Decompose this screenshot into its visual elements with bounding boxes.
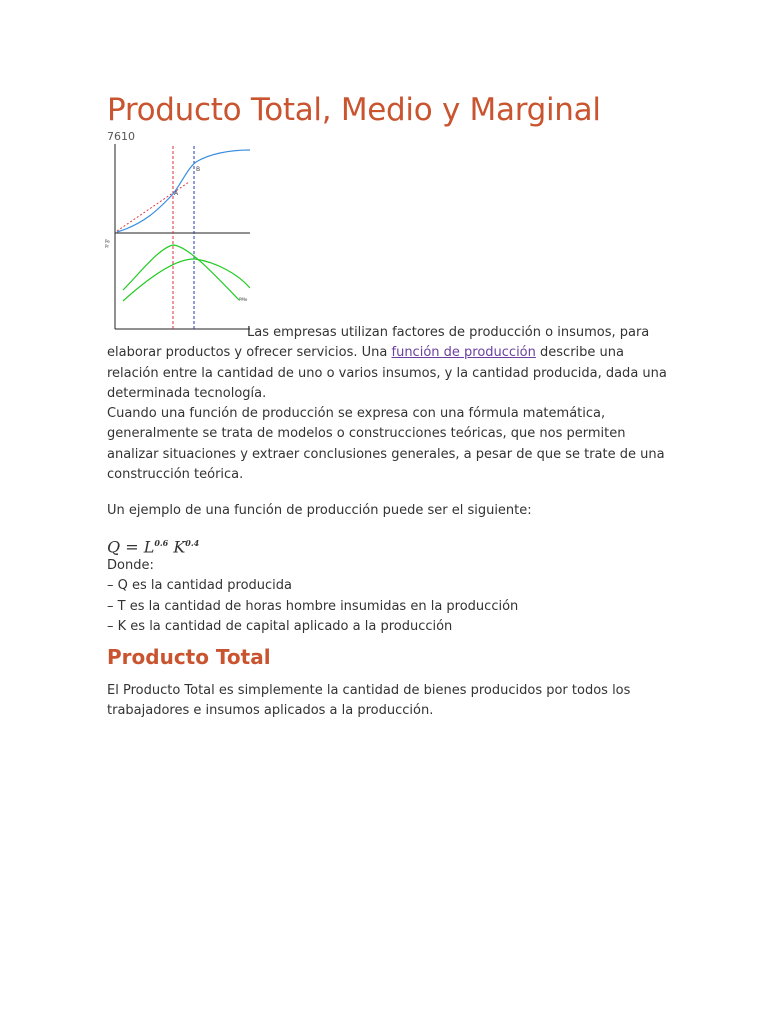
average-product-curve <box>123 259 250 301</box>
formula-exponent-k: 0.4 <box>185 538 200 548</box>
formula-exponent-l: 0.6 <box>154 538 169 548</box>
intro-text-after-link: describe una relación entre la cantidad de uno o varios insumos, y la cantidad producida, dada una determinada tecnología. <box>107 345 667 401</box>
formula-k: K <box>168 537 186 557</box>
pme-curve-label: PMe <box>239 297 248 302</box>
intro-paragraph-2: Cuando una función de producción se expresa con una fórmula matemática, generalmente se trata de modelos o construcciones teóricas, que nos permiten analizar situaciones y extraer conclusiones generales, a pesar de que se trate de una construcción teórica. <box>107 406 665 483</box>
definition-item-k: – K es la cantidad de capital aplicado a la producción <box>107 618 453 634</box>
section-paragraph-producto-total: El Producto Total es simplemente la cantidad de bienes producidos por todos los trabajadores e insumos aplicados a la producción. <box>107 683 631 719</box>
y-axis-lower-label <box>105 239 111 249</box>
where-label: Donde: <box>107 558 154 573</box>
tangent-line <box>117 182 189 231</box>
production-graph <box>104 144 250 332</box>
point-a-label: A <box>174 190 179 197</box>
y-axis-lower-label-pr: Pr <box>105 244 109 249</box>
production-function-link[interactable]: función de producción <box>391 345 536 361</box>
example-sentence: Un ejemplo de una función de producción puede ser el siguiente: <box>107 503 532 518</box>
production-formula <box>107 533 199 557</box>
page-title: Producto Total, Medio y Marginal <box>107 92 601 128</box>
y-axis-lower-label-pe: Pe <box>105 239 110 244</box>
intro-paragraph <box>107 323 667 485</box>
total-product-curve <box>117 150 250 232</box>
section-title-producto-total: Producto Total <box>107 645 271 669</box>
figure-number: 7610 <box>107 130 135 143</box>
marginal-product-curve <box>123 245 239 300</box>
definitions-block <box>107 556 667 637</box>
definition-item-t: – T es la cantidad de horas hombre insumidas en la producción <box>107 598 519 614</box>
intro-text-before-link: Las empresas utilizan factores de producción o insumos, para elaborar productos y ofrecer servicios. Una <box>107 325 650 361</box>
definition-item-q: – Q es la cantidad producida <box>107 578 293 594</box>
formula-lhs: Q = L <box>107 537 155 557</box>
point-b-label: B <box>196 166 201 173</box>
